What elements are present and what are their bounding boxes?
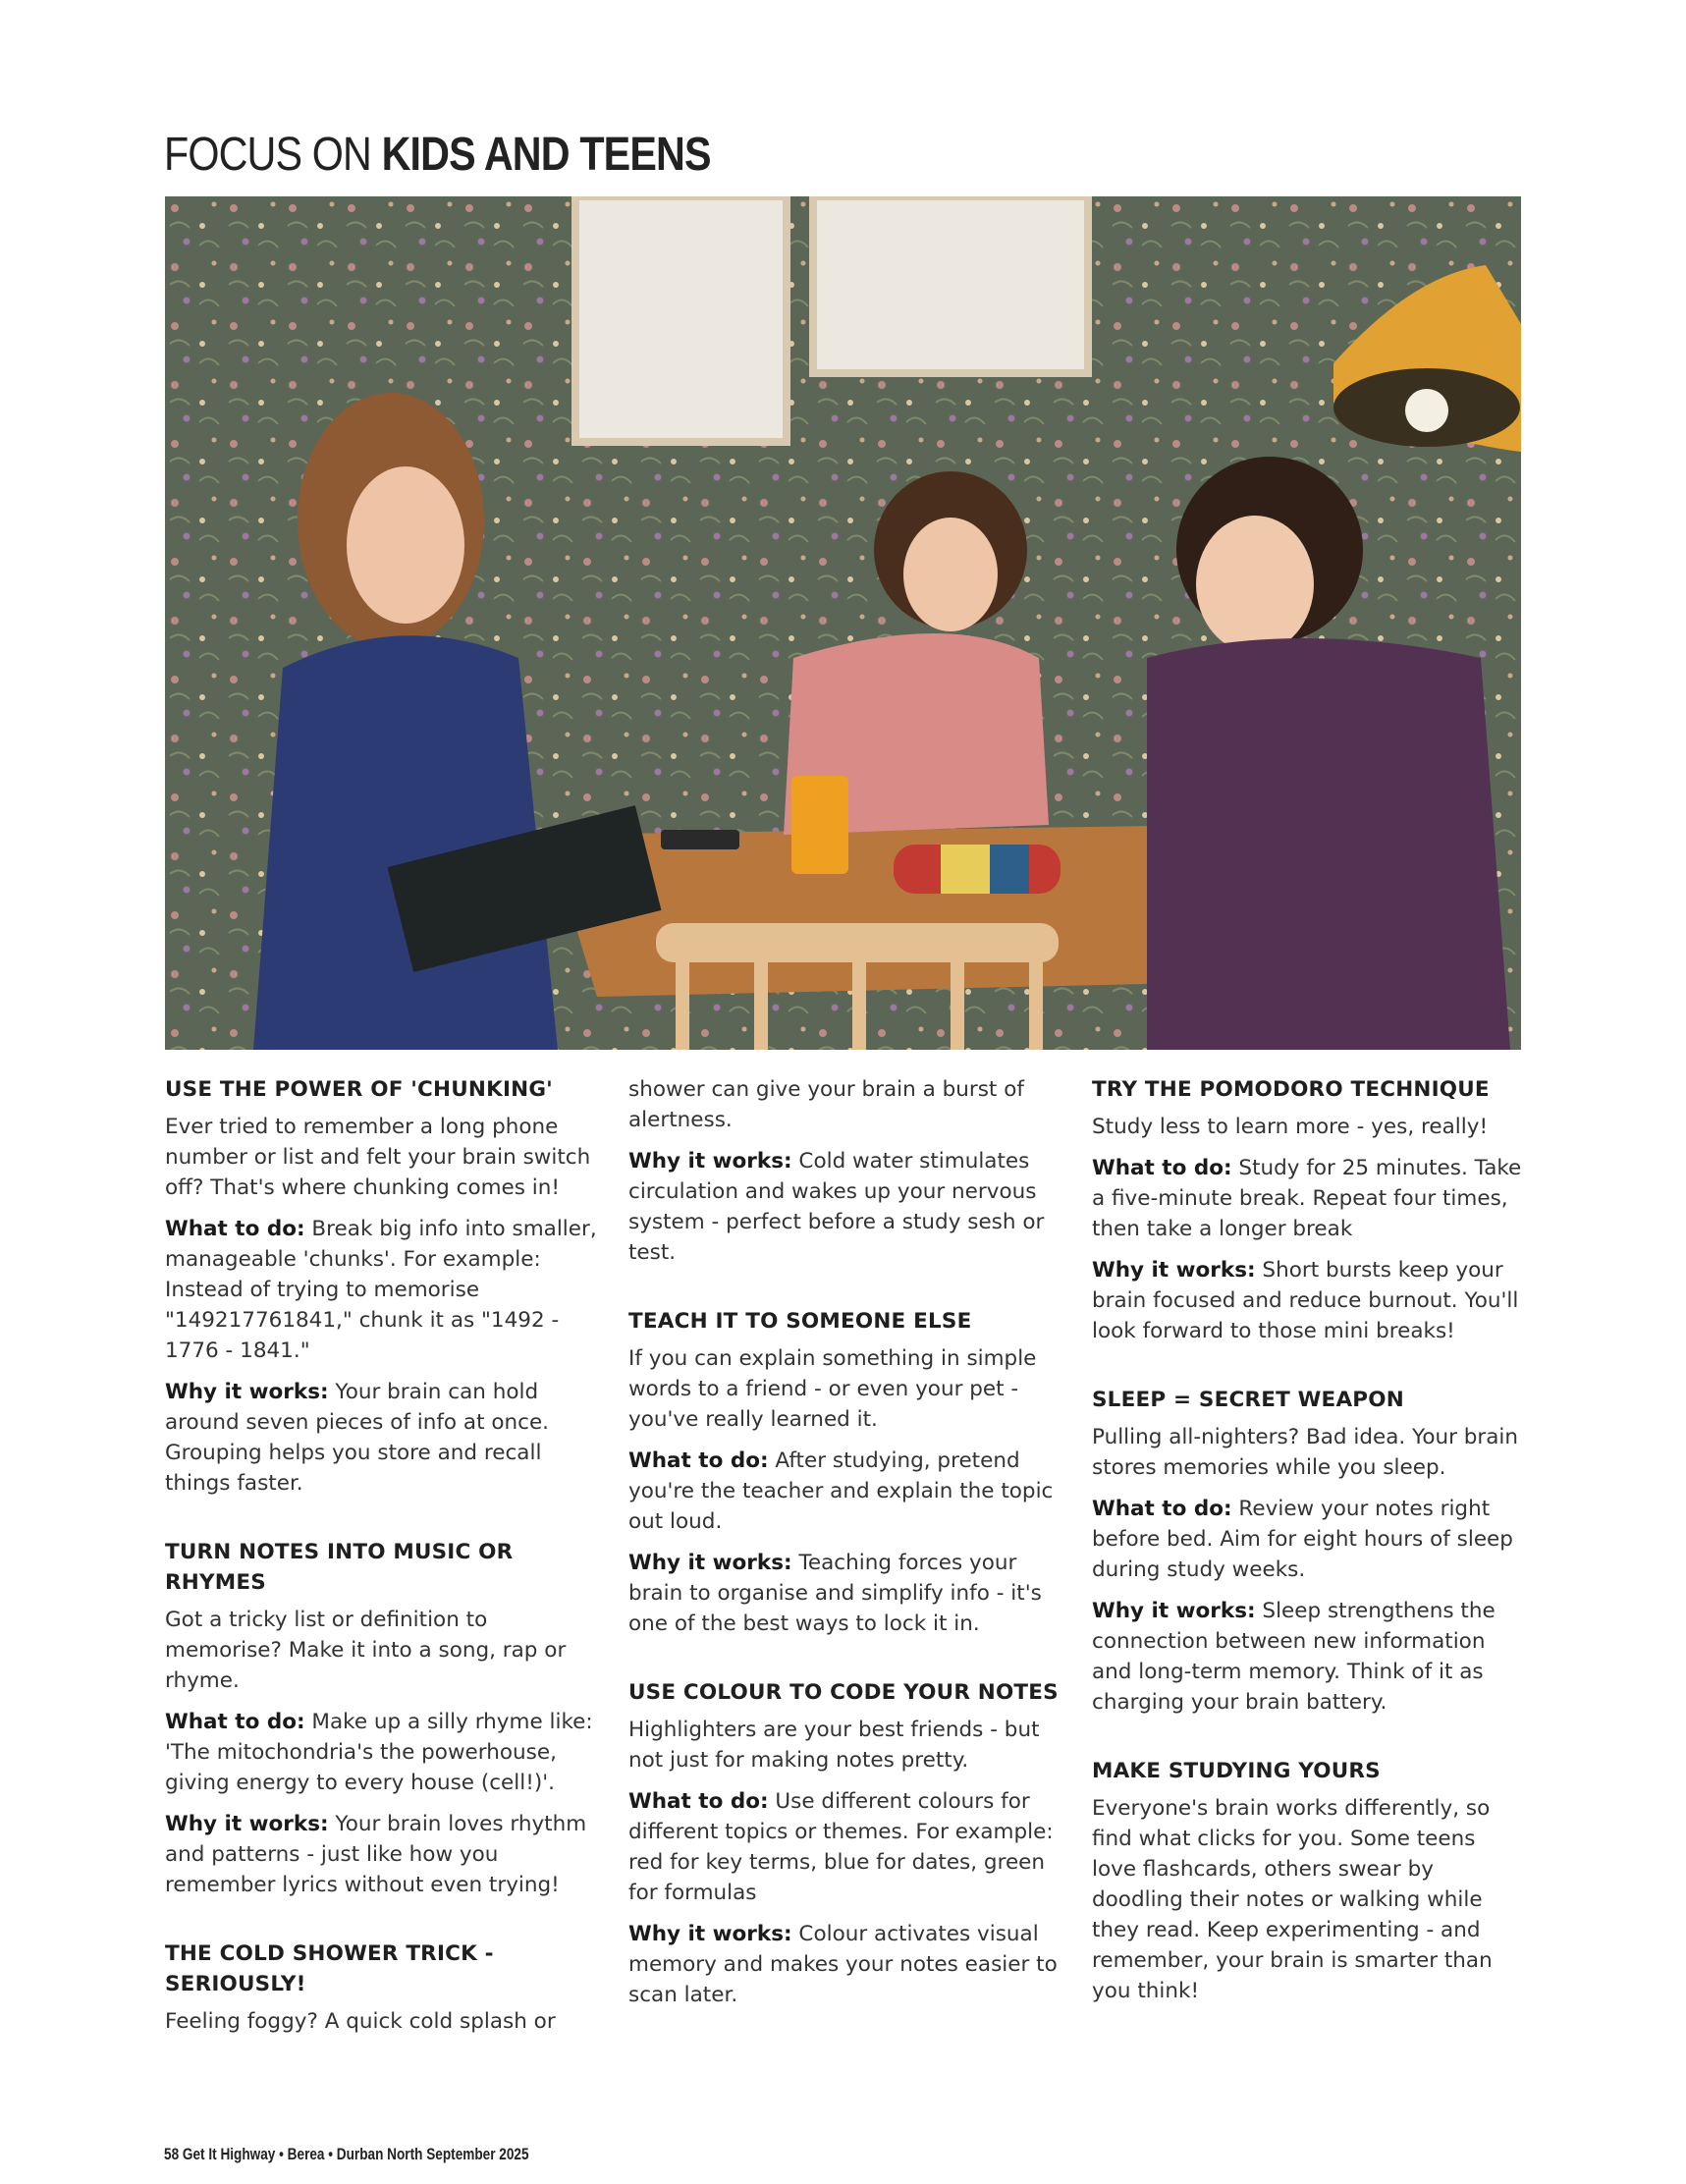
page-title-prefix: FOCUS ON: [164, 129, 382, 181]
what-label: What to do:: [628, 1789, 769, 1814]
why-text: Colour activates visual memory and makes your notes easier to scan later.: [628, 1922, 1058, 2007]
what-label: What to do:: [1092, 1497, 1232, 1521]
why-label: Why it works:: [165, 1380, 329, 1404]
shower-why: [628, 1146, 1061, 1268]
why-text: Your brain loves rhythm and patterns - just like how you remember lyrics without even trying!: [165, 1812, 587, 1897]
photo-illustration: [165, 196, 1521, 1050]
chunking-heading: USE THE POWER OF 'CHUNKING': [165, 1077, 553, 1102]
what-label: What to do:: [165, 1710, 305, 1734]
column-right: [1092, 1074, 1524, 2017]
why-text: Short bursts keep your brain focused and reduce burnout. You'll look forward to those mini breaks!: [1092, 1258, 1519, 1343]
what-text: Use different colours for different topics or themes. For example: red for key terms, blue for dates, green for formulas: [628, 1789, 1054, 1905]
why-label: Why it works:: [165, 1812, 329, 1836]
what-text: Study for 25 minutes. Take a five-minute break. Repeat four times, then take a longer break: [1092, 1156, 1522, 1241]
why-label: Why it works:: [628, 1922, 792, 1946]
hero-photo: [165, 196, 1521, 1050]
music-intro: Got a tricky list or definition to memorise? Make it into a song, rap or rhyme.: [165, 1608, 567, 1693]
why-text: Your brain can hold around seven pieces of info at once. Grouping helps you store and recall things faster.: [165, 1380, 550, 1496]
pomodoro-what: [1092, 1153, 1524, 1244]
sleep-why: [1092, 1596, 1524, 1718]
chunking-why: [165, 1377, 597, 1499]
what-label: What to do:: [628, 1448, 769, 1473]
sleep-what: [1092, 1494, 1524, 1585]
page-footer: 58 Get It Highway • Berea • Durban North September 2025: [164, 2145, 529, 2163]
colour-intro: Highlighters are your best friends - but not just for making notes pretty.: [628, 1718, 1040, 1773]
chunking-intro: Ever tried to remember a long phone number or list and felt your brain switch off? That's where chunking comes in!: [165, 1115, 591, 1200]
yours-heading: MAKE STUDYING YOURS: [1092, 1759, 1381, 1783]
shower-intro-part2: shower can give your brain a burst of alertness.: [628, 1077, 1024, 1132]
why-label: Why it works:: [1092, 1258, 1256, 1283]
pomodoro-intro: Study less to learn more - yes, really!: [1092, 1115, 1489, 1139]
music-why: [165, 1809, 597, 1900]
pomodoro-heading: TRY THE POMODORO TECHNIQUE: [1092, 1077, 1490, 1102]
why-label: Why it works:: [628, 1149, 792, 1174]
why-label: Why it works:: [628, 1551, 792, 1575]
colour-what: [628, 1786, 1061, 1908]
colour-heading: USE COLOUR TO CODE YOUR NOTES: [628, 1680, 1059, 1705]
what-text: Make up a silly rhyme like: 'The mitochondria's the powerhouse, giving energy to every house (cell!)'.: [165, 1710, 593, 1795]
music-heading: TURN NOTES INTO MUSIC OR RHYMES: [165, 1540, 514, 1595]
what-text: After studying, pretend you're the teacher and explain the topic out loud.: [628, 1448, 1054, 1534]
column-middle: [628, 1074, 1061, 2021]
teach-why: [628, 1548, 1061, 1639]
what-text: Review your notes right before bed. Aim for eight hours of sleep during study weeks.: [1092, 1497, 1513, 1582]
shower-heading: THE COLD SHOWER TRICK - SERIOUSLY!: [165, 1941, 494, 1996]
teach-intro: If you can explain something in simple words to a friend - or even your pet - you've really learned it.: [628, 1346, 1037, 1432]
why-label: Why it works:: [1092, 1599, 1256, 1623]
what-label: What to do:: [165, 1217, 305, 1241]
why-text: Cold water stimulates circulation and wakes up your nervous system - perfect before a study sesh or test.: [628, 1149, 1045, 1265]
why-text: Sleep strengthens the connection between new information and long-term memory. Think of it as charging your brain battery.: [1092, 1599, 1496, 1715]
music-what: [165, 1707, 597, 1798]
page-title-main: KIDS AND TEENS: [381, 129, 711, 181]
teach-what: [628, 1446, 1061, 1537]
page-title: [164, 128, 711, 182]
sleep-intro: Pulling all-nighters? Bad idea. Your brain stores memories while you sleep.: [1092, 1425, 1519, 1480]
why-text: Teaching forces your brain to organise and simplify info - it's one of the best ways to lock it in.: [628, 1551, 1042, 1636]
what-label: What to do:: [1092, 1156, 1232, 1180]
column-left: [165, 1074, 597, 2048]
pomodoro-why: [1092, 1255, 1524, 1346]
shower-intro-part1: Feeling foggy? A quick cold splash or: [165, 2009, 556, 2034]
what-text: Break big info into smaller, manageable 'chunks'. For example: Instead of trying to memorise "149217761841," chunk it as "1492 - 1776 - 1841.": [165, 1217, 597, 1363]
chunking-what: [165, 1214, 597, 1366]
colour-why: [628, 1919, 1061, 2010]
teach-heading: TEACH IT TO SOMEONE ELSE: [628, 1309, 972, 1334]
sleep-heading: SLEEP = SECRET WEAPON: [1092, 1388, 1404, 1412]
yours-intro: Everyone's brain works differently, so find what clicks for you. Some teens love flashcards, others swear by doodling their notes or walking while they read. Keep experimenting - and remember, your brain is smarter than you think!: [1092, 1796, 1493, 2003]
